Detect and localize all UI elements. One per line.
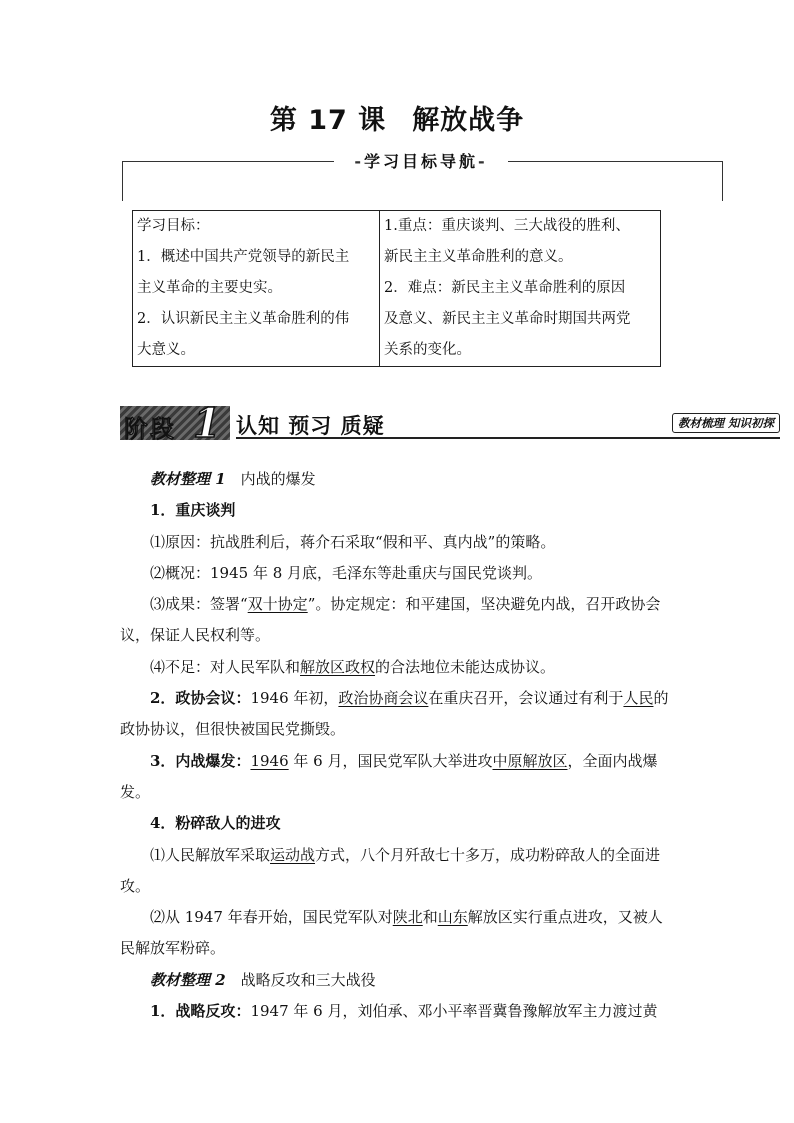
goals-cell: 学习目标： 1．概述中国共产党领导的新民主 主义革命的主要史实。 2．认识新民主主义革命胜利的伟 大意义。 (133, 211, 380, 367)
section-heading: 教材整理 1 内战的爆发 (150, 470, 316, 488)
learning-goals-table (132, 210, 661, 367)
paragraph: ⑴原因：抗战胜利后，蒋介石采取“假和平、真内战”的策略。 (150, 532, 556, 551)
paragraph: 3．内战爆发：1946 年 6 月，国民党军队大举进攻中原解放区，全面内战爆发。 (120, 751, 658, 801)
lesson-content (120, 464, 676, 1027)
subheading: 1．重庆谈判 (150, 501, 236, 520)
paragraph: 1．战略反攻：1947 年 6 月，刘伯承、邓小平率晋冀鲁豫解放军主力渡过黄 (150, 1002, 658, 1021)
paragraph: ⑵从 1947 年春开始，国民党军队对陕北和山东解放区实行重点进攻，又被人民解放军粉碎。 (120, 908, 663, 958)
lesson-number: 第 17 课 (269, 105, 387, 136)
stage-tag: 教材梳理 知识初探 (672, 413, 780, 433)
paragraph: ⑶成果：签署“双十协定”。协定规定：和平建国，坚决避免内战，召开政协会议，保证人民权利等。 (120, 595, 661, 645)
paragraph: 2．政协会议：1946 年初，政治协商会议在重庆召开，会议通过有利于人民的政协协议，但很快被国民党撕毁。 (120, 689, 669, 739)
paragraph: ⑷不足：对人民军队和解放区政权的合法地位未能达成协议。 (150, 657, 556, 676)
stage-label: 阶段 (124, 415, 176, 443)
paragraph: ⑵概况：1945 年 8 月底，毛泽东等赴重庆与国民党谈判。 (150, 563, 543, 582)
section-heading: 教材整理 2 战略反攻和三大战役 (150, 970, 376, 989)
section-nav-header (122, 153, 723, 201)
paragraph: ⑴人民解放军采取运动战方式，八个月歼敌七十多万，成功粉碎敌人的全面进攻。 (120, 845, 661, 895)
nav-label: ‑ 学习目标导航 ‑ (334, 149, 508, 172)
lesson-name: 解放战争 (412, 105, 525, 136)
page-title (0, 98, 794, 137)
stage-banner (120, 400, 780, 447)
stage-heading: 认知 预习 质疑 (236, 414, 385, 438)
key-points-cell: 1.重点：重庆谈判、三大战役的胜利、 新民主主义革命胜利的意义。 2．难点：新民主主义革命胜利的原因 及意义、新民主主义革命时期国共两党 关系的变化。 (380, 211, 661, 367)
subheading: 4．粉碎敌人的进攻 (150, 814, 281, 833)
stage-number: 1 (193, 400, 221, 447)
